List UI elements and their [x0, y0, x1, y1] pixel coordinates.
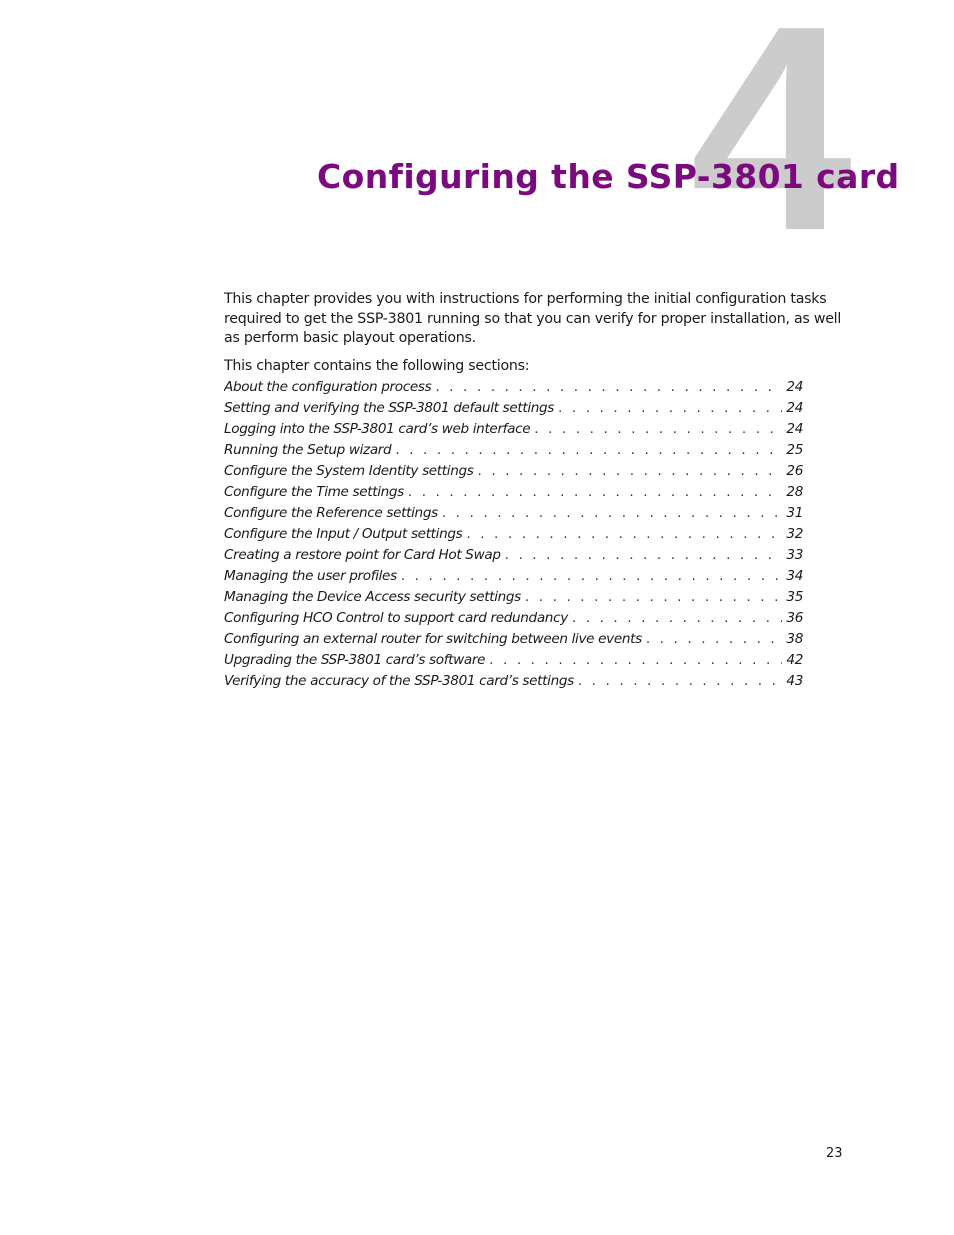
toc-dot-leader	[466, 526, 782, 542]
toc-entry[interactable]	[224, 610, 803, 631]
chapter-content	[224, 290, 844, 694]
toc-entry-title: Configure the Reference settings	[224, 505, 438, 522]
toc-entry-page: 32	[786, 526, 803, 543]
toc-dot-leader	[435, 379, 782, 395]
sections-intro: This chapter contains the following sections:	[224, 357, 530, 374]
toc-entry-page: 42	[786, 652, 803, 669]
toc-entry-page: 34	[786, 568, 803, 585]
toc-dot-leader	[534, 421, 782, 437]
toc-entry-title: Creating a restore point for Card Hot Swap	[224, 547, 501, 564]
toc-entry-title: Logging into the SSP-3801 card’s web interface	[224, 421, 531, 438]
toc-entry[interactable]	[224, 505, 803, 526]
toc-entry-title: Setting and verifying the SSP-3801 default settings	[224, 400, 555, 417]
toc-entry-page: 36	[786, 610, 803, 627]
toc-entry-title: About the configuration process	[224, 379, 432, 396]
toc-entry-title: Verifying the accuracy of the SSP-3801 card’s settings	[224, 673, 574, 690]
toc-dot-leader	[477, 463, 782, 479]
toc-entry-title: Configure the Time settings	[224, 484, 404, 501]
toc-entry[interactable]	[224, 631, 803, 652]
toc-entry[interactable]	[224, 421, 803, 442]
toc-entry-page: 31	[786, 505, 803, 522]
toc-entry[interactable]	[224, 589, 803, 610]
toc-dot-leader	[395, 442, 782, 458]
page-number: 23	[826, 1146, 843, 1161]
toc-entry[interactable]	[224, 484, 803, 505]
toc-entry-page: 35	[786, 589, 803, 606]
toc-entry-title: Configuring an external router for switching between live events	[224, 631, 642, 648]
toc-dot-leader	[558, 400, 782, 416]
toc-entry[interactable]	[224, 568, 803, 589]
toc-entry[interactable]	[224, 526, 803, 547]
toc-entry-page: 33	[786, 547, 803, 564]
toc-entry-title: Upgrading the SSP-3801 card’s software	[224, 652, 486, 669]
toc-entry-page: 24	[786, 379, 803, 396]
toc-dot-leader	[578, 673, 783, 689]
toc-entry-page: 25	[786, 442, 803, 459]
toc-entry-title: Managing the user profiles	[224, 568, 397, 585]
toc-dot-leader	[489, 652, 782, 668]
toc-entry[interactable]	[224, 442, 803, 463]
toc-dot-leader	[525, 589, 782, 605]
intro-paragraph: This chapter provides you with instructions for performing the initial configuration tasks required to get the SSP-3801 running so that you can verify for proper installation, as well as perform basic playout operations.	[224, 291, 842, 347]
toc-entry-page: 26	[786, 463, 803, 480]
chapter-number: 4	[690, 0, 853, 291]
toc-entry-title: Configure the System Identity settings	[224, 463, 474, 480]
toc-dot-leader	[505, 547, 783, 563]
toc-entry[interactable]	[224, 400, 803, 421]
toc-entry-title: Configuring HCO Control to support card redundancy	[224, 610, 568, 627]
toc-entry-title: Configure the Input / Output settings	[224, 526, 463, 543]
toc-entry-page: 43	[786, 673, 803, 690]
toc-entry-title: Managing the Device Access security settings	[224, 589, 521, 606]
toc-dot-leader	[408, 484, 782, 500]
toc-entry-page: 24	[786, 400, 803, 417]
toc-dot-leader	[572, 610, 783, 626]
toc-entry[interactable]	[224, 673, 803, 694]
toc-entry[interactable]	[224, 379, 803, 400]
toc-entry[interactable]	[224, 547, 803, 568]
toc-entry-page: 24	[786, 421, 803, 438]
toc-entry-page: 28	[786, 484, 803, 501]
toc-entry-title: Running the Setup wizard	[224, 442, 392, 459]
toc-entry-page: 38	[786, 631, 803, 648]
toc-entry[interactable]	[224, 463, 803, 484]
chapter-title: Configuring the SSP-3801 card	[317, 157, 900, 196]
toc-dot-leader	[646, 631, 783, 647]
toc-dot-leader	[442, 505, 783, 521]
toc-entry[interactable]	[224, 652, 803, 673]
section-list	[224, 379, 803, 694]
toc-dot-leader	[401, 568, 783, 584]
